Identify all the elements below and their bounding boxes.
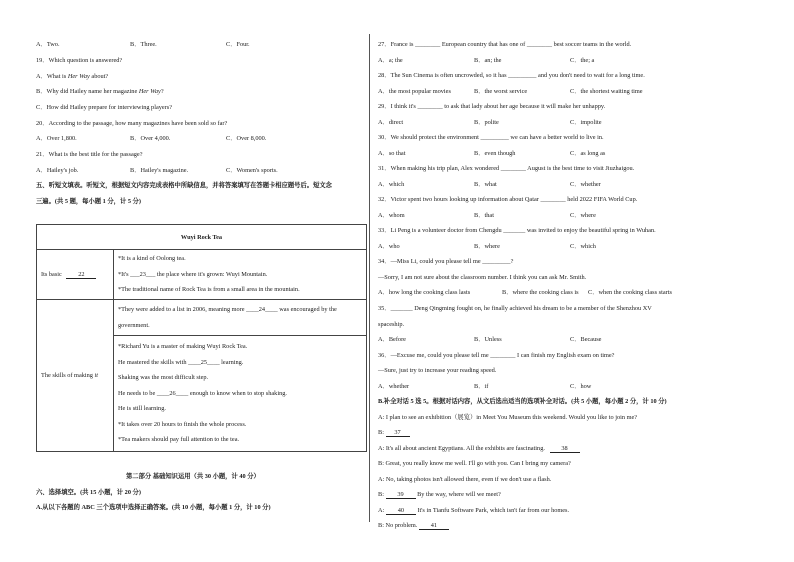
q19-option-a: A．What is Her Way about? [36,73,109,80]
option: A．Over 1,800. [36,135,77,142]
basic-info-cell [114,250,367,300]
option: A．whom [378,212,405,219]
option: C．whether [570,181,601,188]
section-6-heading: 六、选择填空。(共 15 小题，计 20 分) [36,489,141,496]
option: B．the worst service [474,88,528,95]
q35-options [378,337,601,343]
dialogue-line: A: I plan to see an exhibition（展览）in Meet You Museum this weekend. Would you like to join me? [378,414,638,421]
option: C．Four. [226,41,250,48]
option: B．Over 4,000. [130,135,171,142]
question-33: 33．Li Peng is a volunteer doctor from Chengdu _______ was invited to enjoy the beautiful spring in Wuhan. [378,227,656,234]
question-21: 21．What is the best title for the passage? [36,151,143,158]
option: B．that [474,212,494,219]
option: C．as long as [570,150,606,157]
blank-37: 37 [386,430,410,437]
option: B．where [474,243,500,250]
question-30: 30．We should protect the environment _________ we can have a better world to live in. [378,134,604,141]
option: C．Because [570,336,602,343]
dialogue-line: B: 39 By the way, where will we meet? [378,491,501,498]
q31-options [378,182,601,188]
q20-options [36,136,266,142]
option: A．a; the [378,57,403,64]
option: A．the most popular movies [378,88,451,95]
table-line: Shaking was the most difficult step. [118,374,209,382]
question-27: 27．France is ________ European country that has one of ________ best soccer teams in the world. [378,41,632,48]
section-b-heading: B.补全对话 5 选 5。根据对话内容，从文后选出适当的选项补全对话。(共 5 小题，每小题 2 分，计 10 分) [378,398,667,405]
table-title: Wuyi Rock Tea [37,225,367,250]
table-line: *The traditional name of Rock Tea is from a small area in the mountain. [118,286,300,294]
question-20: 20．According to the passage, how many magazines have been sold so far? [36,120,228,127]
option: B．Hailey's magazine. [130,167,189,174]
q21-options [36,168,278,174]
option: A．whether [378,383,410,390]
table-line: *Tea makers should pay full attention to the tea. [118,436,240,444]
blank-40: 40 [386,508,416,515]
section-5-heading-cont: 三遍。(共 5 题，每小题 1 分，计 5 分) [36,198,141,205]
question-36-reply: —Sure, just try to increase your reading speed. [378,367,497,374]
question-28: 28．The Sun Cinema is often uncrowded, so it has _________ and you don't need to wait for a long time. [378,72,645,79]
table-line: government. [118,321,150,329]
option: A．Two. [36,41,60,48]
question-29: 29．I think it's ________ to ask that lady about her age because it will make her unhappy. [378,103,606,110]
option: B．if [474,383,489,390]
row-label-basic: Its basic 22 [37,250,114,300]
dialogue-line: B: Great, you really know me well. I'll go with you. Can I bring my camera? [378,460,571,467]
question-31: 31．When making his trip plan, Alex wondered ________ August is the best time to visit Jiuzhaigou. [378,165,635,172]
question-34: 34．—Miss Li, could you please tell me _________? [378,258,514,265]
option: A．who [378,243,400,250]
option: C．Over 8,000. [226,135,267,142]
section-5-heading: 五、听短文填表。听短文，根据短文内容完成表格中所缺信息，并将答案填写在答题卡相应题号后。短文念 [36,182,332,189]
q36-options [378,384,591,390]
table-line: *They were added to a list in 2006, meaning more ____24____ was encouraged by the [118,305,337,313]
dialogue-line: B: No problem. 41 [378,523,449,530]
option: B．even though [474,150,516,157]
option: B．where the cooking class is [502,289,579,296]
option: C．how [570,383,592,390]
q29-options [378,120,602,126]
column-divider [369,34,370,522]
option: A．so that [378,150,406,157]
blank-41: 41 [419,523,449,530]
blank-39: 39 [386,492,416,499]
option: B．Unless [474,336,502,343]
option: A．how long the cooking class lasts [378,289,471,296]
row-label-skills: The skills of making it [37,300,114,452]
table-line: *Richard Yu is a master of making Wuyi Rock Tea. [118,342,248,350]
part-2-heading: 第二部分 基础知识运用（共 30 小题，计 40 分） [126,473,260,480]
question-35: 35．_______ Deng Qingming fought on, he finally achieved his dream to be a member of the Shenzhou XV [378,305,652,312]
blank-22: 22 [66,271,96,279]
wuyi-rock-tea-table [36,224,367,452]
q33-options [378,244,596,250]
skills-list-cell [114,300,367,336]
q34-options [378,290,672,296]
option: C．which [570,243,596,250]
skills-master-cell [114,336,367,452]
table-line: He mastered the skills with ____25____ learning. [118,358,244,366]
option: B．polite [474,119,499,126]
option: C．Women's sports. [226,167,278,174]
q32-options [378,213,596,219]
q27-options [378,58,594,64]
table-line: *It's ___23___ the place where it's grown: Wuyi Mountain. [118,270,268,278]
option: A．Before [378,336,406,343]
option: B．an; the [474,57,502,64]
question-36: 36．—Excuse me, could you please tell me ________ I can finish my English exam on time? [378,352,615,359]
table-line: He is still learning. [118,405,166,413]
question-19: 19．Which question is answered? [36,57,123,64]
section-a-heading: A.从以下各题的 ABC 三个选项中选择正确答案。(共 10 小题，每小题 1 分，计 10 分) [36,504,271,511]
option: C．the shortest waiting time [570,88,643,95]
dialogue-line: B: 37 [378,430,410,437]
dialogue-line: A: 40 It's in Tianfu Software Park, which isn't far from our homes. [378,507,570,514]
question-34-reply: —Sorry, I am not sure about the classroom number. I think you can ask Mr. Smith. [378,274,587,281]
dialogue-line: A: It's all about ancient Egyptians. All the exhibits are fascinating. 38 [378,446,580,453]
q19-option-c: C．How did Hailey prepare for interviewing players? [36,104,173,111]
q19-option-b: B．Why did Hailey name her magazine Her Way? [36,88,164,95]
q30-options [378,151,605,157]
table-line: *It takes over 20 hours to finish the whole process. [118,420,247,428]
option: B．Three. [130,41,157,48]
option: A．direct [378,119,404,126]
option: A．which [378,181,405,188]
option: B．what [474,181,497,188]
question-32: 32．Victor spent two hours looking up information about Qatar ________ held 2022 FIFA World Cup. [378,196,638,203]
table-line: He needs to be ____26____ enough to know when to stop shaking. [118,389,287,397]
q18-options [36,42,250,48]
option: C．when the cooking class starts [588,289,672,296]
q28-options [378,89,643,95]
option: C．impolite [570,119,602,126]
question-35-cont: spaceship. [378,321,405,328]
table-line: *It is a kind of Oolong tea. [118,255,186,263]
blank-38: 38 [550,446,580,453]
option: C．the; a [570,57,595,64]
option: A．Hailey's job. [36,167,79,174]
dialogue-line: A: No, taking photos isn't allowed there, even if we don't use a flash. [378,476,552,483]
option: C．where [570,212,596,219]
